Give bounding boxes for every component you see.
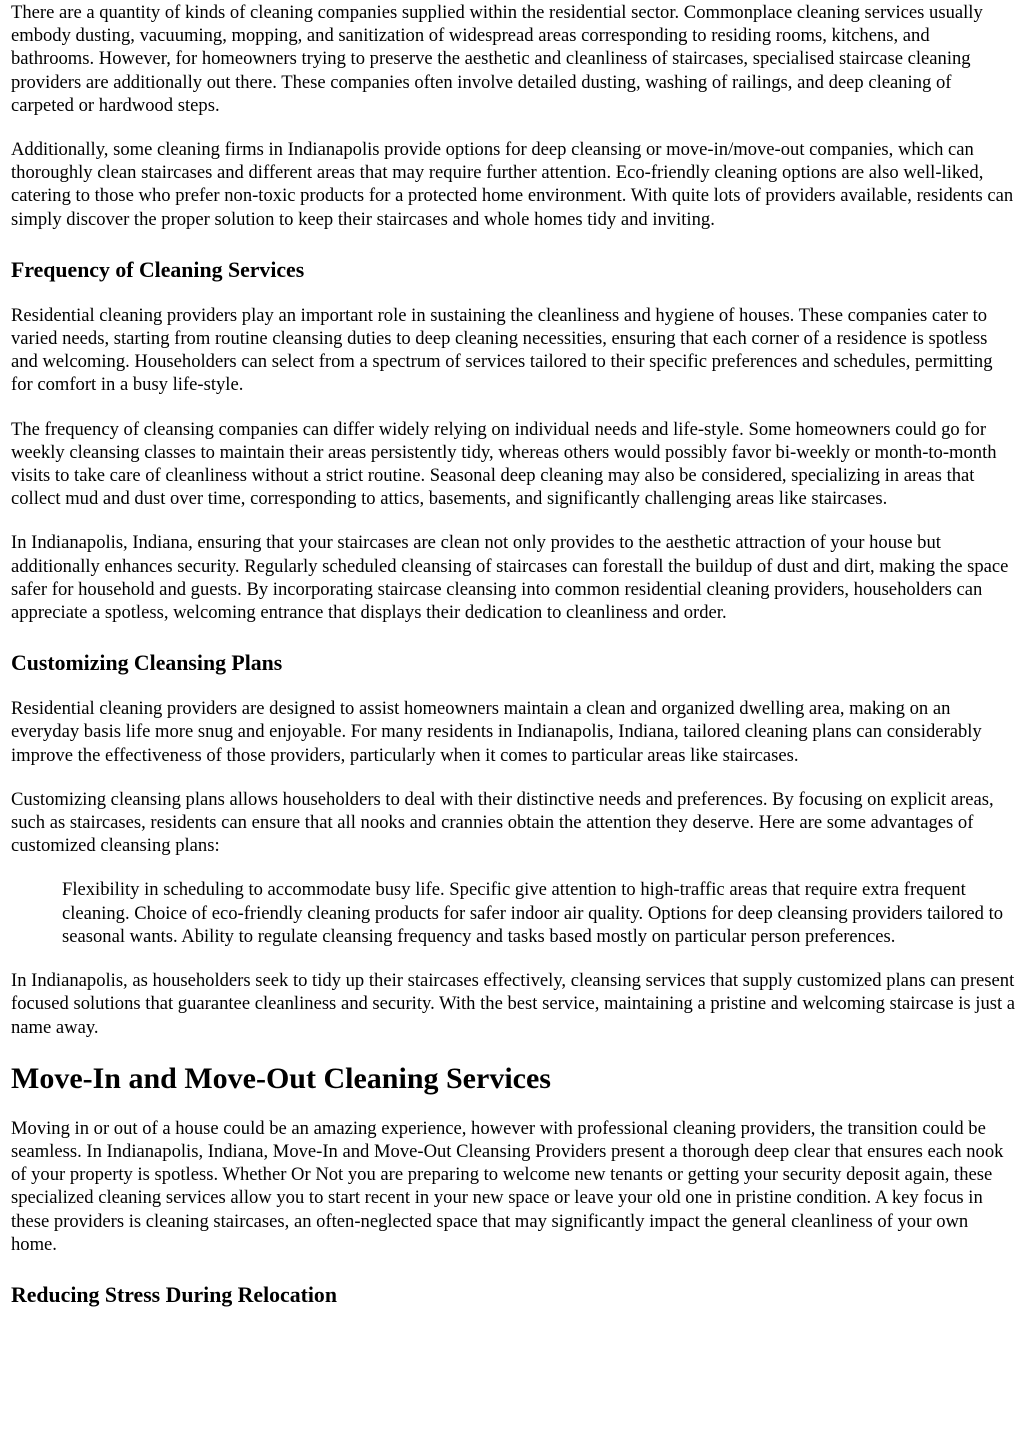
heading-reducing-stress: Reducing Stress During Relocation xyxy=(11,1282,337,1307)
paragraph-customized-solutions: In Indianapolis, as householders seek to tidy up their staircases effectively, cleansing services that supply customized plans can present focused solutions that guarantee cleanliness and security. With the best service, maintaining a pristine and welcoming staircase is just a name away. xyxy=(11,970,1016,1038)
paragraph-residential-providers: Residential cleaning providers play an important role in sustaining the cleanliness and hygiene of houses. These companies cater to varied needs, starting from routine cleansing duties to deep cleaning necessities, ensuring that each corner of a residence is spotless and welcoming. Householders can select from a spectrum of services tailored to their specific preferences and schedules, permitting for comfort in a busy life-style. xyxy=(11,304,993,396)
paragraph-deep-cleansing: Additionally, some cleaning firms in Indianapolis provide options for deep cleansing or move-in/move-out companies, which can thoroughly clean staircases and different areas that may require further attention. Eco-friendly cleaning options are also well-liked, catering to those who prefer non-toxic products for a protected home environment. With quite lots of providers available, residents can simply discover the proper solution to keep their staircases and whole homes tidy and inviting. xyxy=(11,139,1014,230)
advantages-blockquote xyxy=(62,878,1016,948)
paragraph-move-in-move-out: Moving in or out of a house could be an amazing experience, however with professional cleaning providers, the transition could be seamless. In Indianapolis, Indiana, Move-In and Move-Out Cleansing Providers present a thorough deep clear that ensures each nook of your property is spotless. Whether Or Not you are preparing to welcome new tenants or getting your security deposit again, these specialized cleaning services allow you to start recent in your new space or leave your old one in pristine condition. A key focus in these providers is cleaning staircases, an often-neglected space that may significantly impact the general cleanliness of your own home. xyxy=(11,1117,1004,1255)
heading-move-in-move-out: Move-In and Move-Out Cleaning Services xyxy=(11,1061,551,1095)
heading-customizing-cleansing-plans: Customizing Cleansing Plans xyxy=(11,651,283,676)
paragraph-indianapolis-staircases: In Indianapolis, Indiana, ensuring that your staircases are clean not only provides to the aesthetic attraction of your house but additionally enhances security. Regularly scheduled cleansing of staircases can forestall the buildup of dust and dirt, making the space safer for household and guests. By incorporating staircase cleansing into common residential cleaning providers, householders can appreciate a spotless, welcoming entrance that displays their dedication to cleanliness and order. xyxy=(11,532,1009,624)
heading-frequency-of-cleaning-services: Frequency of Cleaning Services xyxy=(11,257,305,282)
paragraph-tailored-plans: Residential cleaning providers are designed to assist homeowners maintain a clean and organized dwelling area, making on an everyday basis life more snug and enjoyable. For many residents in Indianapolis, Indiana, tailored cleaning plans can considerably improve the effectiveness of those providers, particularly when it comes to particular areas like staircases. xyxy=(11,698,982,766)
paragraph-customizing-advantages: Customizing cleansing plans allows householders to deal with their distinctive needs and preferences. By focusing on explicit areas, such as staircases, residents can ensure that all nooks and crannies obtain the attention they deserve. Here are some advantages of customized cleansing plans: xyxy=(11,788,994,857)
intro-paragraph: There are a quantity of kinds of cleaning companies supplied within the residential sector. Commonplace cleaning services usually embody dusting, vacuuming, mopping, and sanitization of widespread areas corresponding to residing rooms, kitchens, and bathrooms. However, for homeowners trying to preserve the aesthetic and cleanliness of staircases, specialised staircase cleaning providers are additionally out there. These companies often involve detailed dusting, washing of railings, and deep cleaning of carpeted or hardwood steps. xyxy=(11,2,983,116)
article xyxy=(0,1,1024,1309)
paragraph-frequency: The frequency of cleansing companies can differ widely relying on individual needs and life-style. Some homeowners could go for weekly cleansing classes to maintain their areas persistently tidy, whereas others would possibly favor bi-weekly or month-to-month visits to take care of cleanliness without a strict routine. Seasonal deep cleaning may also be considered, specializing in areas that collect mud and dust over time, corresponding to attics, basements, and significantly challenging areas like staircases. xyxy=(11,418,997,510)
advantages-text: Flexibility in scheduling to accommodate busy life. Specific give attention to high-traffic areas that require extra frequent cleaning. Choice of eco-friendly cleaning products for safer indoor air quality. Options for deep cleansing providers tailored to seasonal wants. Ability to regulate cleansing frequency and tasks based mostly on particular person preferences. xyxy=(62,879,1004,947)
